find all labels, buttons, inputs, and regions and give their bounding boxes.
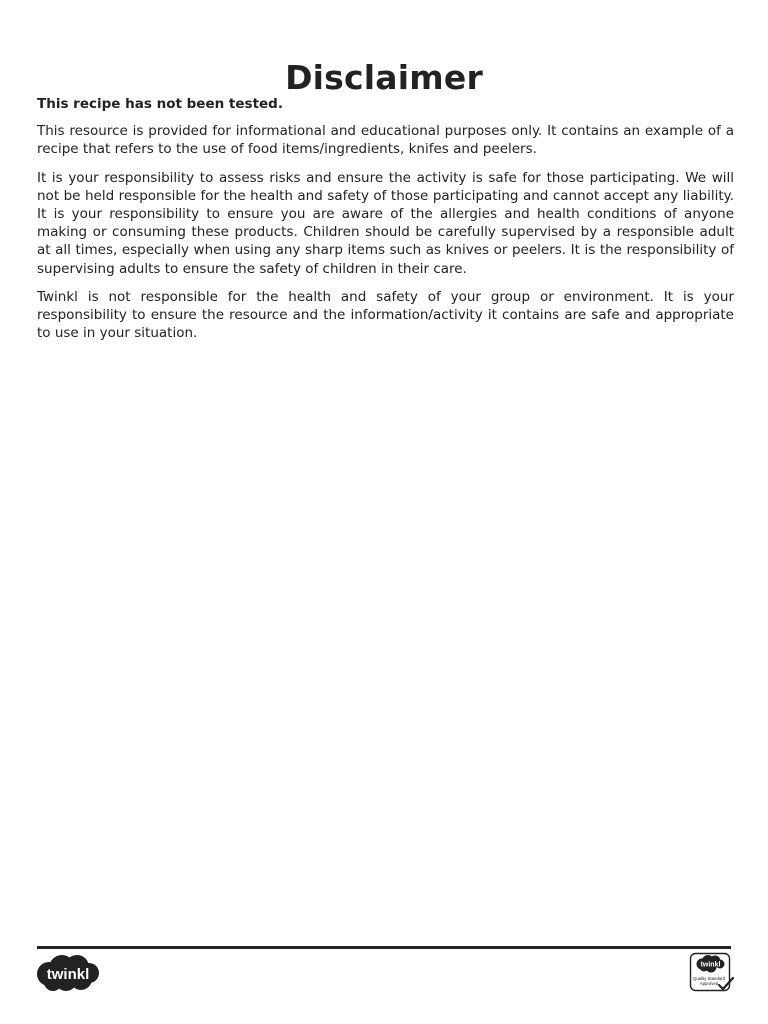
badge-brand-text: twinkl: [700, 961, 721, 969]
twinkl-logo-icon: [36, 954, 100, 992]
paragraph-liability: Twinkl is not responsible for the health and safety of your group or environment. It is your responsibility to ensure the resource and the information/activity it contains are safe and appropriate to use in your situation.: [37, 288, 734, 342]
paragraph-informational-purpose: This resource is provided for informational and educational purposes only. It contains an example of a recipe that refers to the use of food items/ingredients, knifes and peelers.: [37, 123, 734, 158]
twinkl-logo-text: twinkl: [46, 966, 90, 983]
paragraph-risk-responsibility: It is your responsibility to assess risks and ensure the activity is safe for those participating. We will not be held responsible for the health and safety of those participating and cannot accept any liability. It is your responsibility to ensure you are aware of the allergies and health conditions of anyone making or consuming these products. Children should be carefully supervised by a responsible adult at all times, especially when using any sharp items such as knives or peelers. It is the responsibility of supervising adults to ensure the safety of children in their care.: [37, 169, 734, 277]
footer-divider: [37, 946, 731, 949]
disclaimer-body: [37, 95, 734, 352]
untested-notice: This recipe has not been tested.: [37, 96, 283, 112]
badge-line-1: Quality Standard: [692, 976, 726, 981]
quality-standard-badge-icon: [689, 952, 735, 994]
page-title: Disclaimer: [285, 58, 483, 98]
badge-line-2: Approved: [699, 981, 719, 986]
